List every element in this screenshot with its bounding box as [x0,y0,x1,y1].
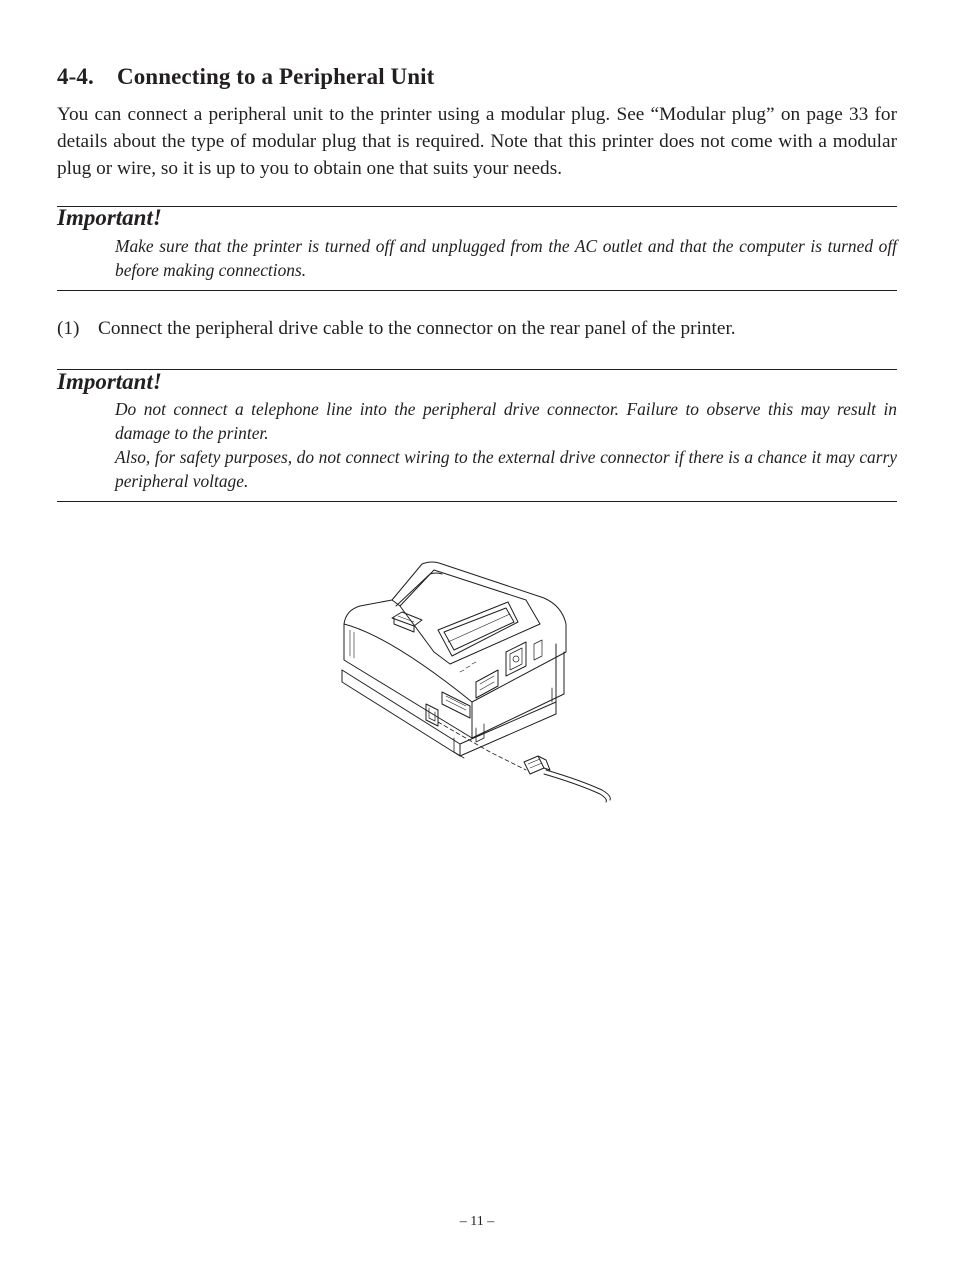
step-number: (1) [57,318,80,339]
step-item [57,318,736,340]
important-note [115,397,897,493]
divider-rule [57,369,897,370]
important-paragraph: Do not connect a telephone line into the peripheral drive connector. Failure to observe this may result in damage to the printer. [115,399,897,443]
section-title: Connecting to a Peripheral Unit [117,64,435,89]
section-number: 4-4. [57,64,94,89]
important-heading: Important! [57,205,162,230]
divider-rule [57,501,897,502]
important-paragraph: Also, for safety purposes, do not connect wiring to the external drive connector if there is a chance it may carry peripheral voltage. [115,447,897,491]
divider-rule [57,290,897,291]
section-heading [57,64,434,90]
important-note: Make sure that the printer is turned off and unplugged from the AC outlet and that the computer is turned off before making connections. [115,236,897,280]
page-number: – 11 – [459,1214,495,1229]
important-heading: Important! [57,369,162,394]
printer-illustration [330,552,620,807]
step-text: Connect the peripheral drive cable to the connector on the rear panel of the printer. [98,318,736,339]
intro-paragraph: You can connect a peripheral unit to the printer using a modular plug. See “Modular plug” on page 33 for details about the type of modular plug that is required. Note that this printer does not come with a modular plug or wire, so it is up to you to obtain one that suits your needs. [57,104,897,179]
divider-rule [57,206,897,207]
printer-with-modular-cable-icon [330,552,620,807]
